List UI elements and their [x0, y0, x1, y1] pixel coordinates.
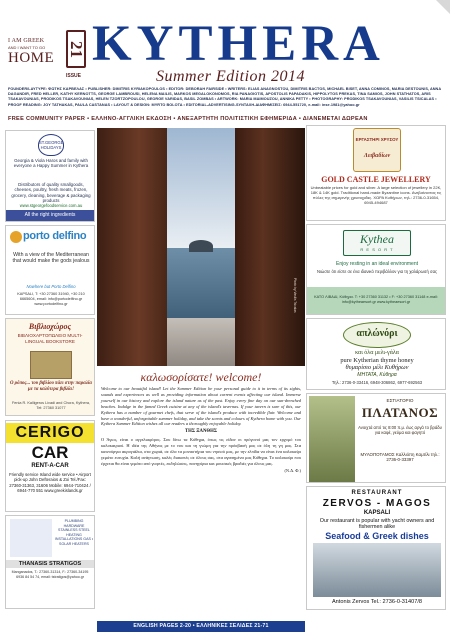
platanos-text: Ανοιχτά από τις 8:00 π.μ. έως αργά το βράδυ για καφέ, γεύμα και φαγητό [358, 425, 442, 436]
island-rock [189, 240, 213, 252]
st-george-slogan-bar: All the right ingredients [6, 210, 94, 221]
st-george-logo-text: ST.GEORGE HOLIDAYS [39, 140, 64, 150]
welcome-article [101, 386, 301, 618]
zervos-name: ZERVOS - MAGOS [322, 498, 432, 509]
ad-cerigo-car[interactable] [5, 420, 95, 512]
porto-delfino-slogan: Nowhere but Porto Delfino [26, 284, 76, 289]
plumbing-logo-image [10, 519, 52, 557]
article-signature: (Ν.Δ. Φ.) [284, 467, 301, 473]
zervos-town: KAPSALI [363, 510, 391, 516]
thanasis-banner: THANASIS STRATIGOS [6, 560, 94, 568]
honey-subtitle: και όλα μελι-γάλα [355, 350, 399, 356]
st-george-products: Distributors of quality smallgoods, cheeses, poultry, fresh meats, frozen, grocery, cleaning, beverage & packaging products [11, 182, 91, 204]
home-line2: AND I WANT TO GO [8, 45, 46, 50]
honey-location: ΜΗΤΑΤΑ, Κύθηρα [357, 372, 397, 378]
ad-gold-castle[interactable] [306, 125, 446, 221]
ad-honey[interactable] [306, 318, 446, 390]
platanos-location: ΜΥΛΟΠΟΤΑΜΟΣ Καλλιόπη Καμτίλι τηλ.: 2736-0-33397 [360, 452, 440, 463]
st-george-text: Georgia & Viola Haros and family with everyone a Happy Summer in Kythera [13, 158, 89, 169]
honey-phone: Τηλ.: 2736-0-33416, 6948-306862, 6977-692563 [331, 380, 423, 385]
porto-delfino-address: KAPSALI, T: +30 27360 31940, +30 210 6665604, email: info@portodelfino.gr www.portodelfino.gr [17, 292, 85, 306]
rent-a-car-label: RENT-A-CAR [31, 463, 69, 469]
honey-logo [343, 322, 411, 348]
issue-label: ISSUE [66, 73, 82, 79]
gold-castle-emblem-bottom: Λειβαδίων [363, 153, 391, 159]
porto-delfino-logo [10, 228, 92, 246]
zervos-text: Our restaurant is popular with yacht owners and fishermen alike [319, 518, 435, 531]
bookstore-quote: Ο ρόπος... του βιβλίου πάει στην παραλία με τα καλύτερα βιβλία! [10, 381, 92, 392]
thanasis-address: Manganados, T.: 27360-31314, F.: 27360-34195 6936 84 54 74, email: tstratigos@yahoo.gr [11, 570, 89, 579]
free-paper-bar: FREE COMMUNITY PAPER • ΕΛΛΗΝΟ-ΑΓΓΛΙΚΗ ΕΚΔΟΣΗ • ΑΝΕΞΑΡΤΗΤΗ ΠΟΛΙΤΙΣΤΙΚΗ ΕΦΗΜΕΡΙΔΑ • ΔΙΑΝΕΜΕΤΑΙ ΔΩΡΕΑΝ [8, 116, 368, 122]
st-george-website-link[interactable]: www.stgeorgefoodservice.com.au [19, 203, 83, 208]
kythea-contact-bar [307, 287, 445, 314]
newspaper-title: KYTHERA [92, 16, 385, 72]
kythea-contact: KATO ΛΙΒΑΔΙ, Κύθηρα. Τ: +30 27360 31132 • F: +30 27360 31148 e-mail: info@kytheaesort.gr www.kytheaesort.gr [314, 295, 438, 304]
gold-castle-emblem-top: ΕΡΓΑΣΤΗΡΙ ΧΡΥΣΟΥ [355, 137, 399, 142]
bookstore-image [30, 351, 72, 379]
home-line1: I AM GREEK [8, 38, 45, 44]
bookstore-title: Βιβλιοχώρος [28, 322, 72, 331]
issue-number: 21 [66, 30, 86, 68]
ad-zervos-magos[interactable] [306, 486, 446, 610]
ad-porto-delfino[interactable] [5, 225, 95, 315]
stone-wall [167, 318, 235, 366]
edition-title: Summer Edition 2014 [156, 68, 306, 85]
credits-text: FOUNDER/LAYTYPE: ΦΩΤΗΣ ΚΑΡΒΕΛΑΣ • PUBLISHER: DIMITRIS KYRIAKOPOULOS • EDITOR: DEBORAH FAIRSIDE • WRITERS: ELIAS ANAGNOSTOU, DIMITRIS BACTOS, MICHAEL BISET, ANNA COMINOS, MARIA DESTOUNIS, ANNA DAGANDIR, FRED HELLER, KATHY KERNOTTS, GEORGE LAMBROUSI, HELENA MAILIS, MARKOS MEGALOKONOMOS, RIA PANAGIOTIS, APOSTOLIS PAPADAKIS, HIPPOLYTOS PREKAS, TINA SAMIOS, JOHN STATHATOS, ARIS TSAKAVOUNIAS, PRODIKOS TSAKAVOUNIAS, HELEN TZORTZOPOULOU, GEORGE VARIDAS, BASIL ZOMBAS • ARTWORK: MARIA MAIMOUZOU, ANNIKA PETTY • PHOTOGRAPHY: PRODIKOS TSAKAVOUNIAS, VASILIS TSICALAS • PROOF READING: JOY TATHAKAS, PAULA CASTANAS • LAYOUT & DESIGN: MYRTO BOLOTA • EDITORIAL-ADVERTISING-SYNTAXH-ΔΙΑΦΗΜΙΣΕΙΣ: 6944-551720, e-mail: inse.1981@yahoo.gr [8, 87, 442, 107]
pages-bar: ENGLISH PAGES 2-20 • ΕΛΛΗΝΙΚΕΣ ΣΕΛΙΔΕΣ 21-71 [97, 621, 305, 632]
home-block [8, 38, 58, 70]
cover-photo [97, 128, 305, 366]
gold-castle-text: Unbeatable prices for gold and silver. A large selection of jewellery in 22K, 18K & 14K gold. Traditional hand-made Byzantine icons. Ανεβαίνοντας τις πύλες της σημερινής χρυσοχοΐας. ΧΩΡΑ Κυθήρων, τηλ.: 2736-0-31654, 6945-494687 [310, 185, 442, 205]
sky-area [167, 128, 235, 248]
ad-st-george[interactable] [5, 130, 95, 222]
ad-bookstore[interactable] [5, 318, 95, 416]
plumbing-services: PLUMBING HARDWARE STAINLESS STEEL HEATING INSTALLATIONS GAS • SOLAR HEATERS [54, 519, 94, 546]
zervos-image [313, 543, 441, 597]
cerigo-name: CERIGO [6, 423, 94, 443]
photo-credit: Photo by Vasilis Tsicalas [293, 278, 297, 313]
article-greek-title: ΤΗΣ ΞΑΝΘΗΣ [184, 429, 218, 435]
platanos-title: ΠΛΑΤΑΝΟΣ [361, 405, 439, 420]
ad-platanos[interactable] [306, 393, 446, 483]
welcome-heading: καλωσορίσατε! welcome! [140, 370, 262, 384]
honey-greek: θυμαρίσιο μέλι Κυθήρων [345, 364, 409, 371]
honey-english: pure Kytherian thyme honey [340, 357, 414, 364]
bookstore-subtitle: ΒΙΒΛΙΟΧΑΡΤΟΠΩΛΕΙΟ MULTI-LINGUAL BOOKSTORE [17, 333, 83, 344]
gold-castle-emblem [353, 128, 401, 172]
kythea-tagline: Enjoy resting in an ideal environment [336, 261, 418, 267]
ad-thanasis-stratigos[interactable] [5, 515, 95, 609]
article-english: Welcome to our beautiful island! Let the Summer Edition be your personal guide to it in terms of its sights, sounds and experiences as well as providing information about current events affecting our island. Immerse yourself in our history and explore the island nature as of the past. Enjoy every fine day on our sun-drenched beaches. Indulge in the famed Greek cuisine at any of the island’s tavernas. If your tavern is sure of this, our Kythera has a number of gourmet chefs, that serve of the island’s produce with incredible flair. Welcome and have a wonderful, unforgettable summer holiday, and take the scents and colours of Kythera home with you. Our Kythera Summer Edition wishes all our readers a thoroughly enjoyable holiday. [101, 386, 301, 427]
door-right [235, 128, 305, 366]
kythea-name: Kythea [360, 232, 394, 246]
sea-area [167, 248, 235, 318]
platanos-image [309, 396, 355, 482]
home-line3: HOME [8, 50, 55, 66]
zervos-heading: RESTAURANT [351, 490, 403, 496]
st-george-logo [38, 134, 64, 156]
gold-castle-title: GOLD CASTLE JEWELLERY [321, 175, 431, 184]
kythea-greek: Νιώστε ότι είστε σε ένα ιδανικό περιβάλλον για τη χαλάρωσή σας [316, 269, 438, 274]
honey-logo-text: απλώνόρι [356, 328, 398, 339]
porto-delfino-name: porto delfino [23, 230, 87, 242]
car-name: CAR [31, 443, 69, 462]
platanos-label: ΕΣΤΙΑΤΟΡΙΟ [386, 398, 414, 403]
door-left [97, 128, 167, 366]
zervos-seafood: Seafood & Greek dishes [325, 531, 429, 541]
ad-kythea-resort[interactable] [306, 224, 446, 315]
zervos-phone: Antonis Zervos Tel.: 2736-0-31407/8 [331, 599, 423, 605]
cerigo-details: Friendly service Island wide service • Airport pick-up John Defteraios & Zoi Tel./Fax: 27360-31363, 31606 Mobile: 6944-710424 / 6944-770 551 www.greekislands.gr [9, 472, 91, 494]
kythea-logo [343, 230, 411, 256]
sun-icon [10, 231, 22, 243]
bookstore-address: Fenia R. Kalligeros Livadi and Chora, Kythera, Tel: 27360 31077 [11, 401, 91, 410]
kythea-resort-label: R E S O R T [360, 247, 394, 252]
porto-delfino-text: With a view of the Mediterranean that would make the gods jealous [12, 252, 90, 265]
page-corner-fold [436, 0, 450, 14]
article-greek: Ο Άγιος, είναι ο αγγελιαφόρος. Σου δίνω τα Κύθηρα, όπως τις είδαν οι πρόγονοί μας τον ερχομό του καλοκαιριού. Η ιδέα της Αθήνας με το νου και τη γνώμη για την πρόσβασή μας σε όλη τη γη μας. Στα καινούργια ακρογιάλια, στα χωριά, σε όλα τα μοναστήρια του νησιού μας, με την ελπίδα να είναι ένα καλοκαίρι γεμάτο ευτυχία. Καλή ανάγνωση, καλές διακοπές σε όλους σας, στα αγαπημένα μας Κύθηρα. Το καλοκαίρι που έρχεται θα είναι γεμάτο από γιορτές, εκδηλώσεις, πανηγύρια και μουσικές βραδιές για όλους μας. [101, 437, 301, 466]
